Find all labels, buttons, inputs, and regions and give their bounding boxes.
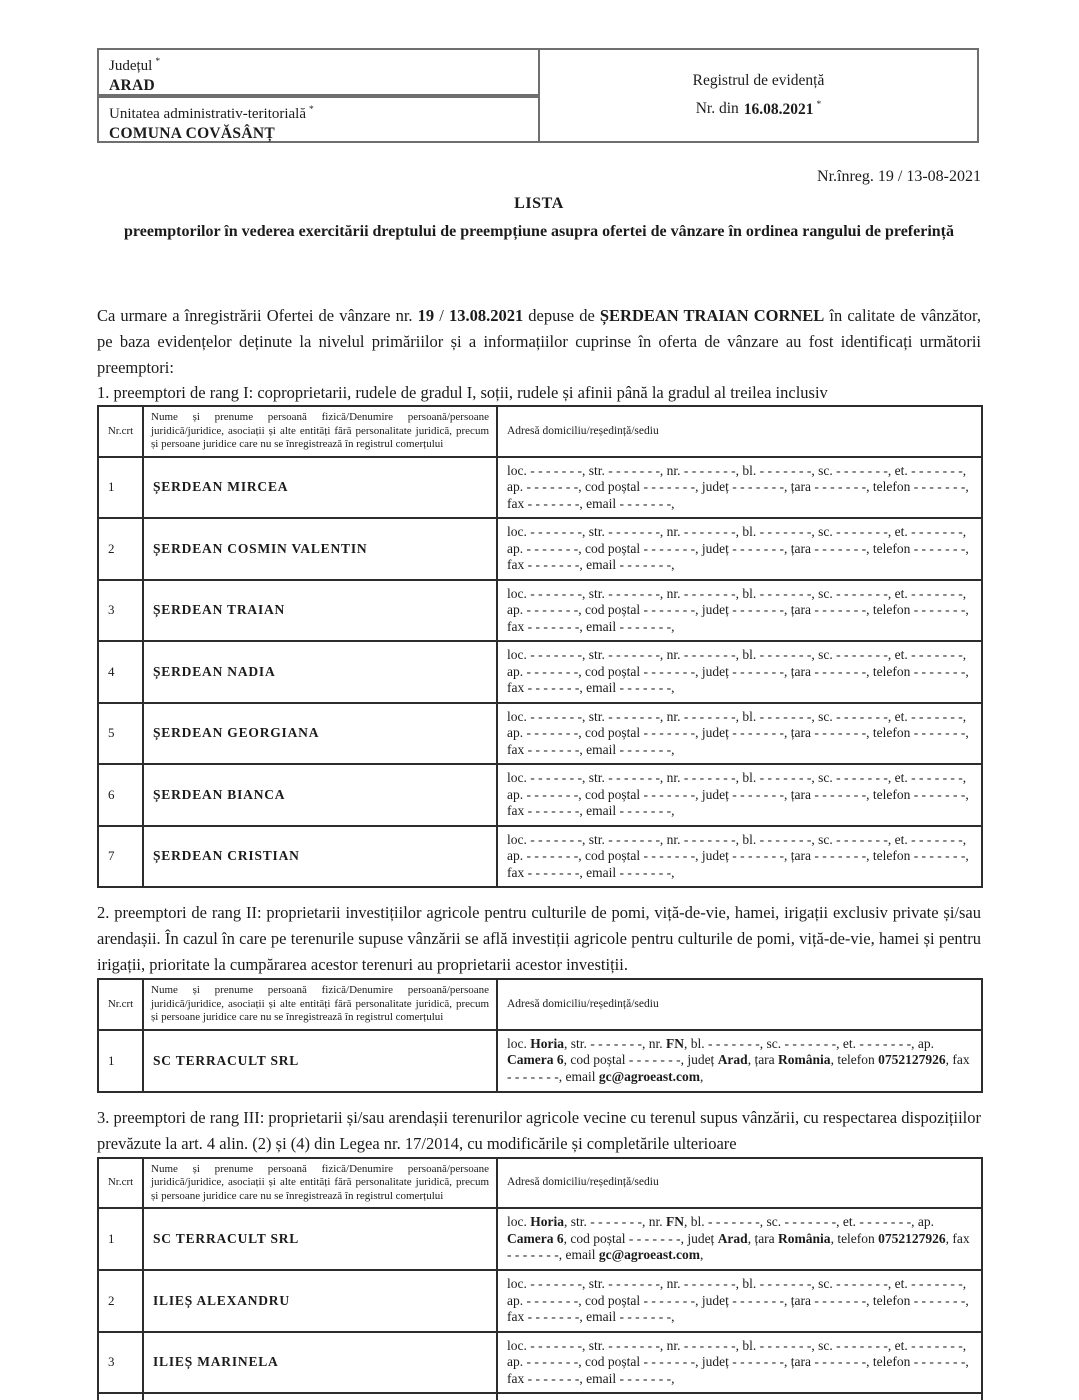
row-number-cell: 7 xyxy=(98,826,143,888)
row-number-cell: 1 xyxy=(98,1208,143,1270)
registry-line2 xyxy=(696,93,822,121)
header-boxes xyxy=(97,0,981,143)
partial-row-cell xyxy=(98,1393,143,1400)
table-header-row xyxy=(98,979,982,1030)
table-row xyxy=(98,1332,982,1394)
row-address-cell xyxy=(497,580,982,642)
header-cell-address: Adresă domiciliu/reședință/sediu xyxy=(497,1158,982,1209)
section-3-heading: 3. preemptori de rang III: proprietarii și/sau arendașii terenurilor agricole vecine cu terenul supus vânzării, cu respectarea dispozițiilor prevăzute la art. 4 alin. (2) și (4) din Legea nr. 17/2014, cu modificările și completările ulterioare xyxy=(97,1107,981,1153)
row-name-cell: ȘERDEAN GEORGIANA xyxy=(143,703,497,765)
row-address-cell xyxy=(497,764,982,826)
row-address-cell xyxy=(497,826,982,888)
row-number-cell: 5 xyxy=(98,703,143,765)
intro-paragraph xyxy=(97,303,981,381)
text-segment: , xyxy=(700,1068,704,1084)
bold-value-segment: FN xyxy=(665,1035,684,1051)
uat-label-text: Unitatea administrativ-teritorială xyxy=(109,106,307,122)
text-segment: , țara xyxy=(747,1230,779,1246)
county-star: * xyxy=(155,57,161,67)
text-segment: loc. - - - - - - -, str. - - - - - - -, nr. - - - - - - -, bl. - - - - - - -, sc. - - - - - - -, et. - - - - - - -, ap. - - - - - - -, cod poștal - - - - - - -, județ - - - - - - -, țara - - - - - - -, telefon - - - - - - -, fax - - - - - - -, email - - - - - - -, xyxy=(507,1276,969,1324)
row-name-cell: ȘERDEAN CRISTIAN xyxy=(143,826,497,888)
registration-number-line: Nr.înreg. 19 / 13-08-2021 xyxy=(817,168,981,185)
header-cell-name: Nume și prenume persoană fizică/Denumire persoană/persoane juridică/juridice, asociații și alte entități fără personalitate juridică, precum și persoane juridice care nu se înregistrează în registrul comerțului xyxy=(143,1158,497,1209)
header-left-boxes xyxy=(97,48,540,143)
text-segment: loc. - - - - - - -, str. - - - - - - -, nr. - - - - - - -, bl. - - - - - - -, sc. - - - - - - -, et. - - - - - - -, ap. - - - - - - -, cod poștal - - - - - - -, județ - - - - - - -, țara - - - - - - -, telefon - - - - - - -, fax - - - - - - -, email - - - - - - -, xyxy=(507,831,969,880)
county-label-text: Județul xyxy=(109,58,153,74)
text-segment: , țara xyxy=(747,1052,779,1068)
section-1-heading: 1. preemptori de rang I: coproprietarii, rudele de gradul I, soții, rudele și afinii până la gradul al treilea inclusiv xyxy=(97,383,828,402)
sections-container xyxy=(97,381,981,1400)
text-segment: , cod poștal - - - - - - -, județ xyxy=(563,1230,718,1246)
table-row xyxy=(98,826,982,888)
table-row xyxy=(98,518,982,580)
table-row xyxy=(98,764,982,826)
bold-value-segment: gc@agroeast.com xyxy=(598,1068,700,1084)
registry-line2-prefix: Nr. din xyxy=(695,100,739,118)
table-row xyxy=(98,457,982,519)
bold-value-segment: 13.08.2021 xyxy=(448,306,524,325)
text-segment: , fax - - - - - - -, email xyxy=(507,1052,970,1084)
registry-star: * xyxy=(816,100,822,111)
header-cell-name: Nume și prenume persoană fizică/Denumire persoană/persoane juridică/juridice, asociații și alte entități fără personalitate juridică, precum și persoane juridice care nu se înregistrează în registrul comerțului xyxy=(143,979,497,1030)
bold-value-segment: România xyxy=(778,1230,831,1246)
bold-value-segment: Arad xyxy=(717,1230,748,1246)
bold-value-segment: 0752127926 xyxy=(878,1052,946,1068)
bold-value-segment: 19 xyxy=(417,306,435,325)
county-value: ARAD xyxy=(109,77,155,94)
text-segment: , cod poștal - - - - - - -, județ xyxy=(563,1052,718,1068)
row-name-cell: SC TERRACULT SRL xyxy=(143,1208,497,1270)
text-segment: loc. - - - - - - -, str. - - - - - - -, nr. - - - - - - -, bl. - - - - - - -, sc. - - - - - - -, et. - - - - - - -, ap. - - - - - - -, cod poștal - - - - - - -, județ - - - - - - -, țara - - - - - - -, telefon - - - - - - -, fax - - - - - - -, email - - - - - - -, xyxy=(507,708,969,757)
row-number-cell: 6 xyxy=(98,764,143,826)
table-row xyxy=(98,1030,982,1092)
table-row xyxy=(98,1270,982,1332)
header-cell-name: Nume și prenume persoană fizică/Denumire persoană/persoane juridică/juridice, asociații și alte entități fără personalitate juridică, precum și persoane juridice care nu se înregistrează în registrul comerțului xyxy=(143,406,497,457)
document-subtitle: preemptorilor în vederea exercitării dreptului de preempțiune asupra ofertei de vânzare în ordinea rangului de preferință xyxy=(124,223,954,240)
row-address-cell xyxy=(497,703,982,765)
table-row xyxy=(98,703,982,765)
uat-box xyxy=(97,96,540,143)
table-row xyxy=(98,1208,982,1270)
registry-box xyxy=(538,48,979,143)
table-header-row xyxy=(98,406,982,457)
row-number-cell: 1 xyxy=(98,1030,143,1092)
partial-next-row xyxy=(98,1393,982,1400)
row-number-cell: 3 xyxy=(98,580,143,642)
header-cell-nrcrt: Nr.crt xyxy=(98,979,143,1030)
text-segment: loc. - - - - - - -, str. - - - - - - -, nr. - - - - - - -, bl. - - - - - - -, sc. - - - - - - -, et. - - - - - - -, ap. - - - - - - -, cod poștal - - - - - - -, județ - - - - - - -, țara - - - - - - -, telefon - - - - - - -, fax - - - - - - -, email - - - - - - -, xyxy=(507,647,969,695)
row-address-cell xyxy=(497,1270,982,1332)
text-segment: , xyxy=(700,1247,704,1263)
bold-value-segment: 0752127926 xyxy=(878,1230,946,1246)
row-number-cell: 2 xyxy=(98,1270,143,1332)
text-segment: loc. - - - - - - -, str. - - - - - - -, nr. - - - - - - -, bl. - - - - - - -, sc. - - - - - - -, et. - - - - - - -, ap. - - - - - - -, cod poștal - - - - - - -, județ - - - - - - -, țara - - - - - - -, telefon - - - - - - -, fax - - - - - - -, email - - - - - - -, xyxy=(507,770,969,818)
text-segment: / xyxy=(434,306,449,325)
text-segment: , bl. - - - - - - -, sc. - - - - - - -, et. - - - - - - -, ap. xyxy=(683,1214,934,1230)
bold-value-segment: România xyxy=(778,1052,831,1068)
section-2-table xyxy=(97,978,983,1093)
bold-value-segment: ȘERDEAN TRAIAN CORNEL xyxy=(599,306,825,325)
header-cell-address: Adresă domiciliu/reședință/sediu xyxy=(497,979,982,1030)
county-box xyxy=(97,48,540,96)
bold-value-segment: Camera 6 xyxy=(507,1052,564,1068)
document-title: LISTA xyxy=(514,195,564,212)
text-segment: , telefon xyxy=(830,1052,879,1068)
row-name-cell: ȘERDEAN NADIA xyxy=(143,641,497,703)
row-name-cell: ILIEȘ MARINELA xyxy=(143,1332,497,1394)
text-segment: loc. - - - - - - -, str. - - - - - - -, nr. - - - - - - -, bl. - - - - - - -, sc. - - - - - - -, et. - - - - - - -, ap. - - - - - - -, cod poștal - - - - - - -, județ - - - - - - -, țara - - - - - - -, telefon - - - - - - -, fax - - - - - - -, email - - - - - - -, xyxy=(507,585,969,634)
uat-value: COMUNA COVĂSÂNȚ xyxy=(109,125,275,142)
text-segment: loc. xyxy=(507,1214,531,1230)
row-name-cell: ȘERDEAN COSMIN VALENTIN xyxy=(143,518,497,580)
bold-value-segment: Horia xyxy=(530,1214,564,1230)
uat-label xyxy=(109,101,528,124)
header-cell-nrcrt: Nr.crt xyxy=(98,1158,143,1209)
table-header-row xyxy=(98,1158,982,1209)
bold-value-segment: Arad xyxy=(717,1052,748,1068)
row-address-cell xyxy=(497,457,982,519)
text-segment: , str. - - - - - - -, nr. xyxy=(564,1035,666,1051)
row-number-cell: 1 xyxy=(98,457,143,519)
county-label xyxy=(109,53,528,76)
text-segment: , telefon xyxy=(830,1230,879,1246)
text-segment: loc. - - - - - - -, str. - - - - - - -, nr. - - - - - - -, bl. - - - - - - -, sc. - - - - - - -, et. - - - - - - -, ap. - - - - - - -, cod poștal - - - - - - -, județ - - - - - - -, țara - - - - - - -, telefon - - - - - - -, fax - - - - - - -, email - - - - - - -, xyxy=(507,462,969,511)
text-segment: , fax - - - - - - -, email xyxy=(507,1230,970,1263)
section-3-table xyxy=(97,1157,983,1400)
row-number-cell: 2 xyxy=(98,518,143,580)
bold-value-segment: gc@agroeast.com xyxy=(598,1247,700,1263)
text-segment: loc. - - - - - - -, str. - - - - - - -, nr. - - - - - - -, bl. - - - - - - -, sc. - - - - - - -, et. - - - - - - -, ap. - - - - - - -, cod poștal - - - - - - -, județ - - - - - - -, țara - - - - - - -, telefon - - - - - - -, fax - - - - - - -, email - - - - - - -, xyxy=(507,1337,969,1386)
text-segment: depuse de xyxy=(523,306,600,325)
row-name-cell: ȘERDEAN MIRCEA xyxy=(143,457,497,519)
header-cell-address: Adresă domiciliu/reședință/sediu xyxy=(497,406,982,457)
uat-star: * xyxy=(309,105,314,115)
text-segment: în calitate de vânzător, pe baza evidențelor deținute la nivelul primăriilor și a informațiilor cuprinse în oferta de vânzare au fost identificați următorii preemptori: xyxy=(97,306,981,377)
bold-value-segment: FN xyxy=(665,1214,684,1230)
row-address-cell xyxy=(497,641,982,703)
text-segment: loc. xyxy=(507,1035,531,1051)
bold-value-segment: Horia xyxy=(530,1035,564,1051)
table-row xyxy=(98,641,982,703)
text-segment: , bl. - - - - - - -, sc. - - - - - - -, et. - - - - - - -, ap. xyxy=(683,1035,934,1051)
row-name-cell: ȘERDEAN BIANCA xyxy=(143,764,497,826)
bold-value-segment: Camera 6 xyxy=(507,1230,564,1246)
text-segment: loc. - - - - - - -, str. - - - - - - -, nr. - - - - - - -, bl. - - - - - - -, sc. - - - - - - -, et. - - - - - - -, ap. - - - - - - -, cod poștal - - - - - - -, județ - - - - - - -, țara - - - - - - -, telefon - - - - - - -, fax - - - - - - -, email - - - - - - -, xyxy=(507,524,969,572)
text-segment: Ca urmare a înregistrării Ofertei de vânzare nr. xyxy=(97,306,418,325)
section-1-table xyxy=(97,405,983,888)
section-2-heading: 2. preemptori de rang II: proprietarii investițiilor agricole pentru culturile de pomi, viță-de-vie, hamei, irigații exclusiv private și/sau arendașii. În cazul în care pe terenurile supuse vânzării se află investiții agricole pentru culturile de pomi, viță-de-vie, hamei și pentru irigații, prioritate la cumpărarea acestor terenuri au proprietarii acestor investiții. xyxy=(97,903,981,974)
partial-row-cell xyxy=(497,1393,982,1400)
row-name-cell: ȘERDEAN TRAIAN xyxy=(143,580,497,642)
text-segment: , str. - - - - - - -, nr. xyxy=(564,1214,666,1230)
row-address-cell xyxy=(497,1030,982,1092)
registry-date: 16.08.2021 xyxy=(743,100,814,118)
row-address-cell xyxy=(497,518,982,580)
partial-row-cell xyxy=(143,1393,497,1400)
row-number-cell: 4 xyxy=(98,641,143,703)
table-row xyxy=(98,580,982,642)
registry-line1: Registrul de evidență xyxy=(692,72,825,90)
header-cell-nrcrt: Nr.crt xyxy=(98,406,143,457)
row-name-cell: ILIEȘ ALEXANDRU xyxy=(143,1270,497,1332)
row-number-cell: 3 xyxy=(98,1332,143,1394)
row-name-cell: SC TERRACULT SRL xyxy=(143,1030,497,1092)
row-address-cell xyxy=(497,1332,982,1394)
document-body xyxy=(97,167,981,1400)
row-address-cell xyxy=(497,1208,982,1270)
